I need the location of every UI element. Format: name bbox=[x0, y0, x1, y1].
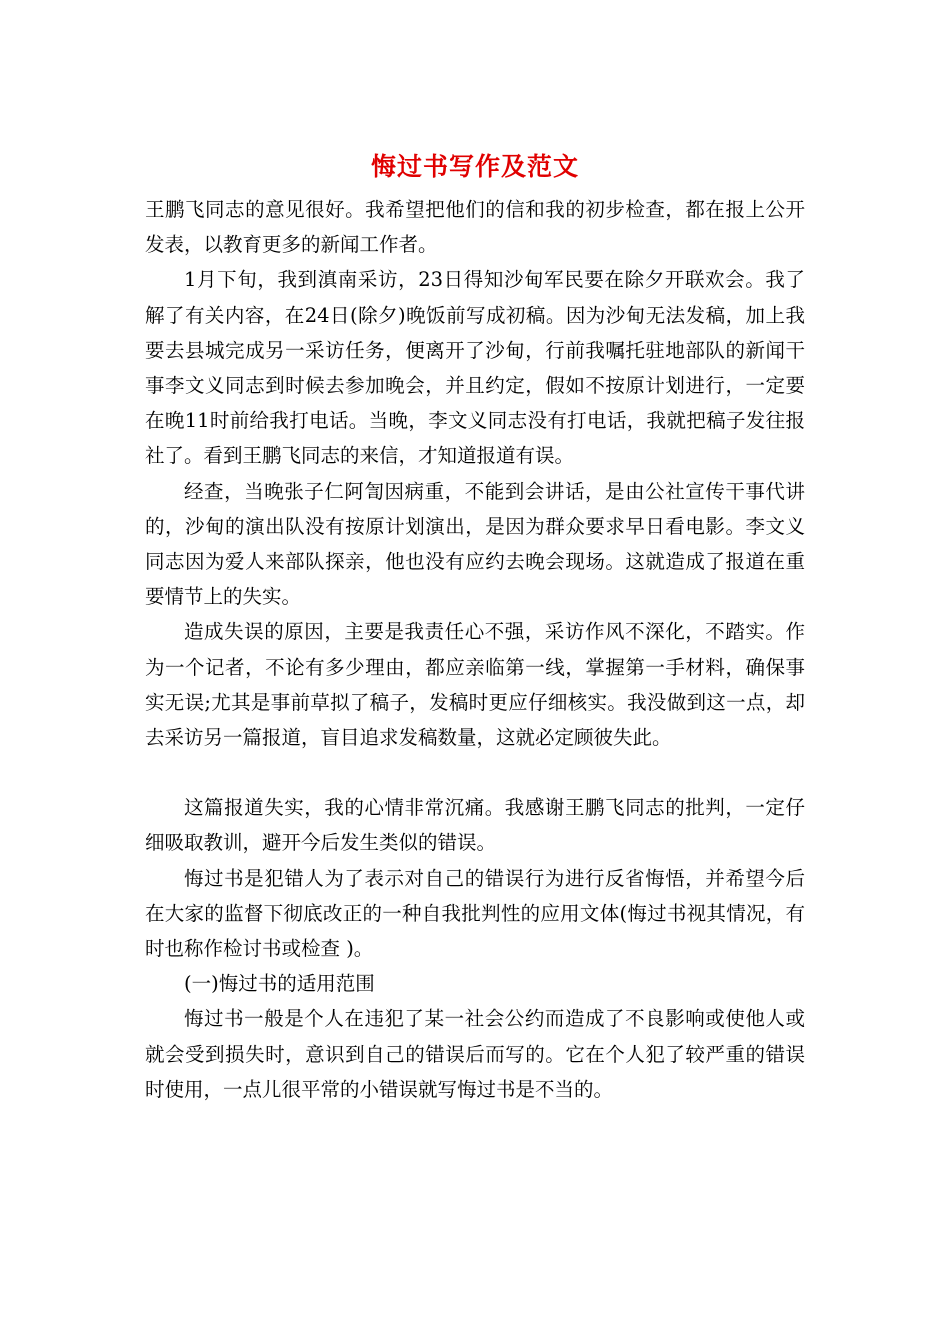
paragraph-2: 1月下旬，我到滇南采访，23日得知沙甸军民要在除夕开联欢会。我了解了有关内容，在24日(除夕)晚饭前写成初稿。因为沙甸无法发稿，加上我要去县城完成另一采访任务，便离开了沙甸，行前我嘱托驻地部队的新闻干事李文义同志到时候去参加晚会，并且约定，假如不按原计划进行，一定要在晚11时前给我打电话。当晚，李文义同志没有打电话，我就把稿子发往报社了。看到王鹏飞同志的来信，才知道报道有误。 bbox=[145, 268, 805, 468]
paragraph-5: 这篇报道失实，我的心情非常沉痛。我感谢王鹏飞同志的批判，一定仔细吸取教训，避开今后发生类似的错误。 bbox=[145, 796, 805, 855]
section-heading: (一)悔过书的适用范围 bbox=[184, 972, 375, 996]
paragraph-4: 造成失误的原因，主要是我责任心不强，采访作风不深化，不踏实。作为一个记者，不论有多少理由，都应亲临第一线，掌握第一手材料，确保事实无误;尤其是事前草拟了稿子，发稿时更应仔细核实。我没做到这一点，却去采访另一篇报道，盲目追求发稿数量，这就必定顾彼失此。 bbox=[145, 620, 805, 750]
paragraph-3: 经查，当晚张子仁阿訇因病重，不能到会讲话，是由公社宣传干事代讲的，沙甸的演出队没有按原计划演出，是因为群众要求早日看电影。李文义同志因为爱人来部队探亲，他也没有应约去晚会现场。这就造成了报道在重要情节上的失实。 bbox=[145, 479, 805, 609]
paragraph-7: 悔过书一般是个人在违犯了某一社会公约而造成了不良影响或使他人或就会受到损失时，意识到自己的错误后而写的。它在个人犯了较严重的错误时使用，一点儿很平常的小错误就写悔过书是不当的。 bbox=[145, 1007, 805, 1101]
paragraph-6: 悔过书是犯错人为了表示对自己的错误行为进行反省悔悟，并希望今后在大家的监督下彻底改正的一种自我批判性的应用文体(悔过书视其情况，有时也称作检讨书或检查 )。 bbox=[145, 866, 805, 961]
paragraph-1: 王鹏飞同志的意见很好。我希望把他们的信和我的初步检查，都在报上公开发表，以教育更多的新闻工作者。 bbox=[145, 198, 805, 257]
document-title: 悔过书写作及范文 bbox=[370, 152, 579, 181]
paragraph-spacer bbox=[145, 755, 805, 790]
document-body bbox=[145, 192, 805, 1107]
